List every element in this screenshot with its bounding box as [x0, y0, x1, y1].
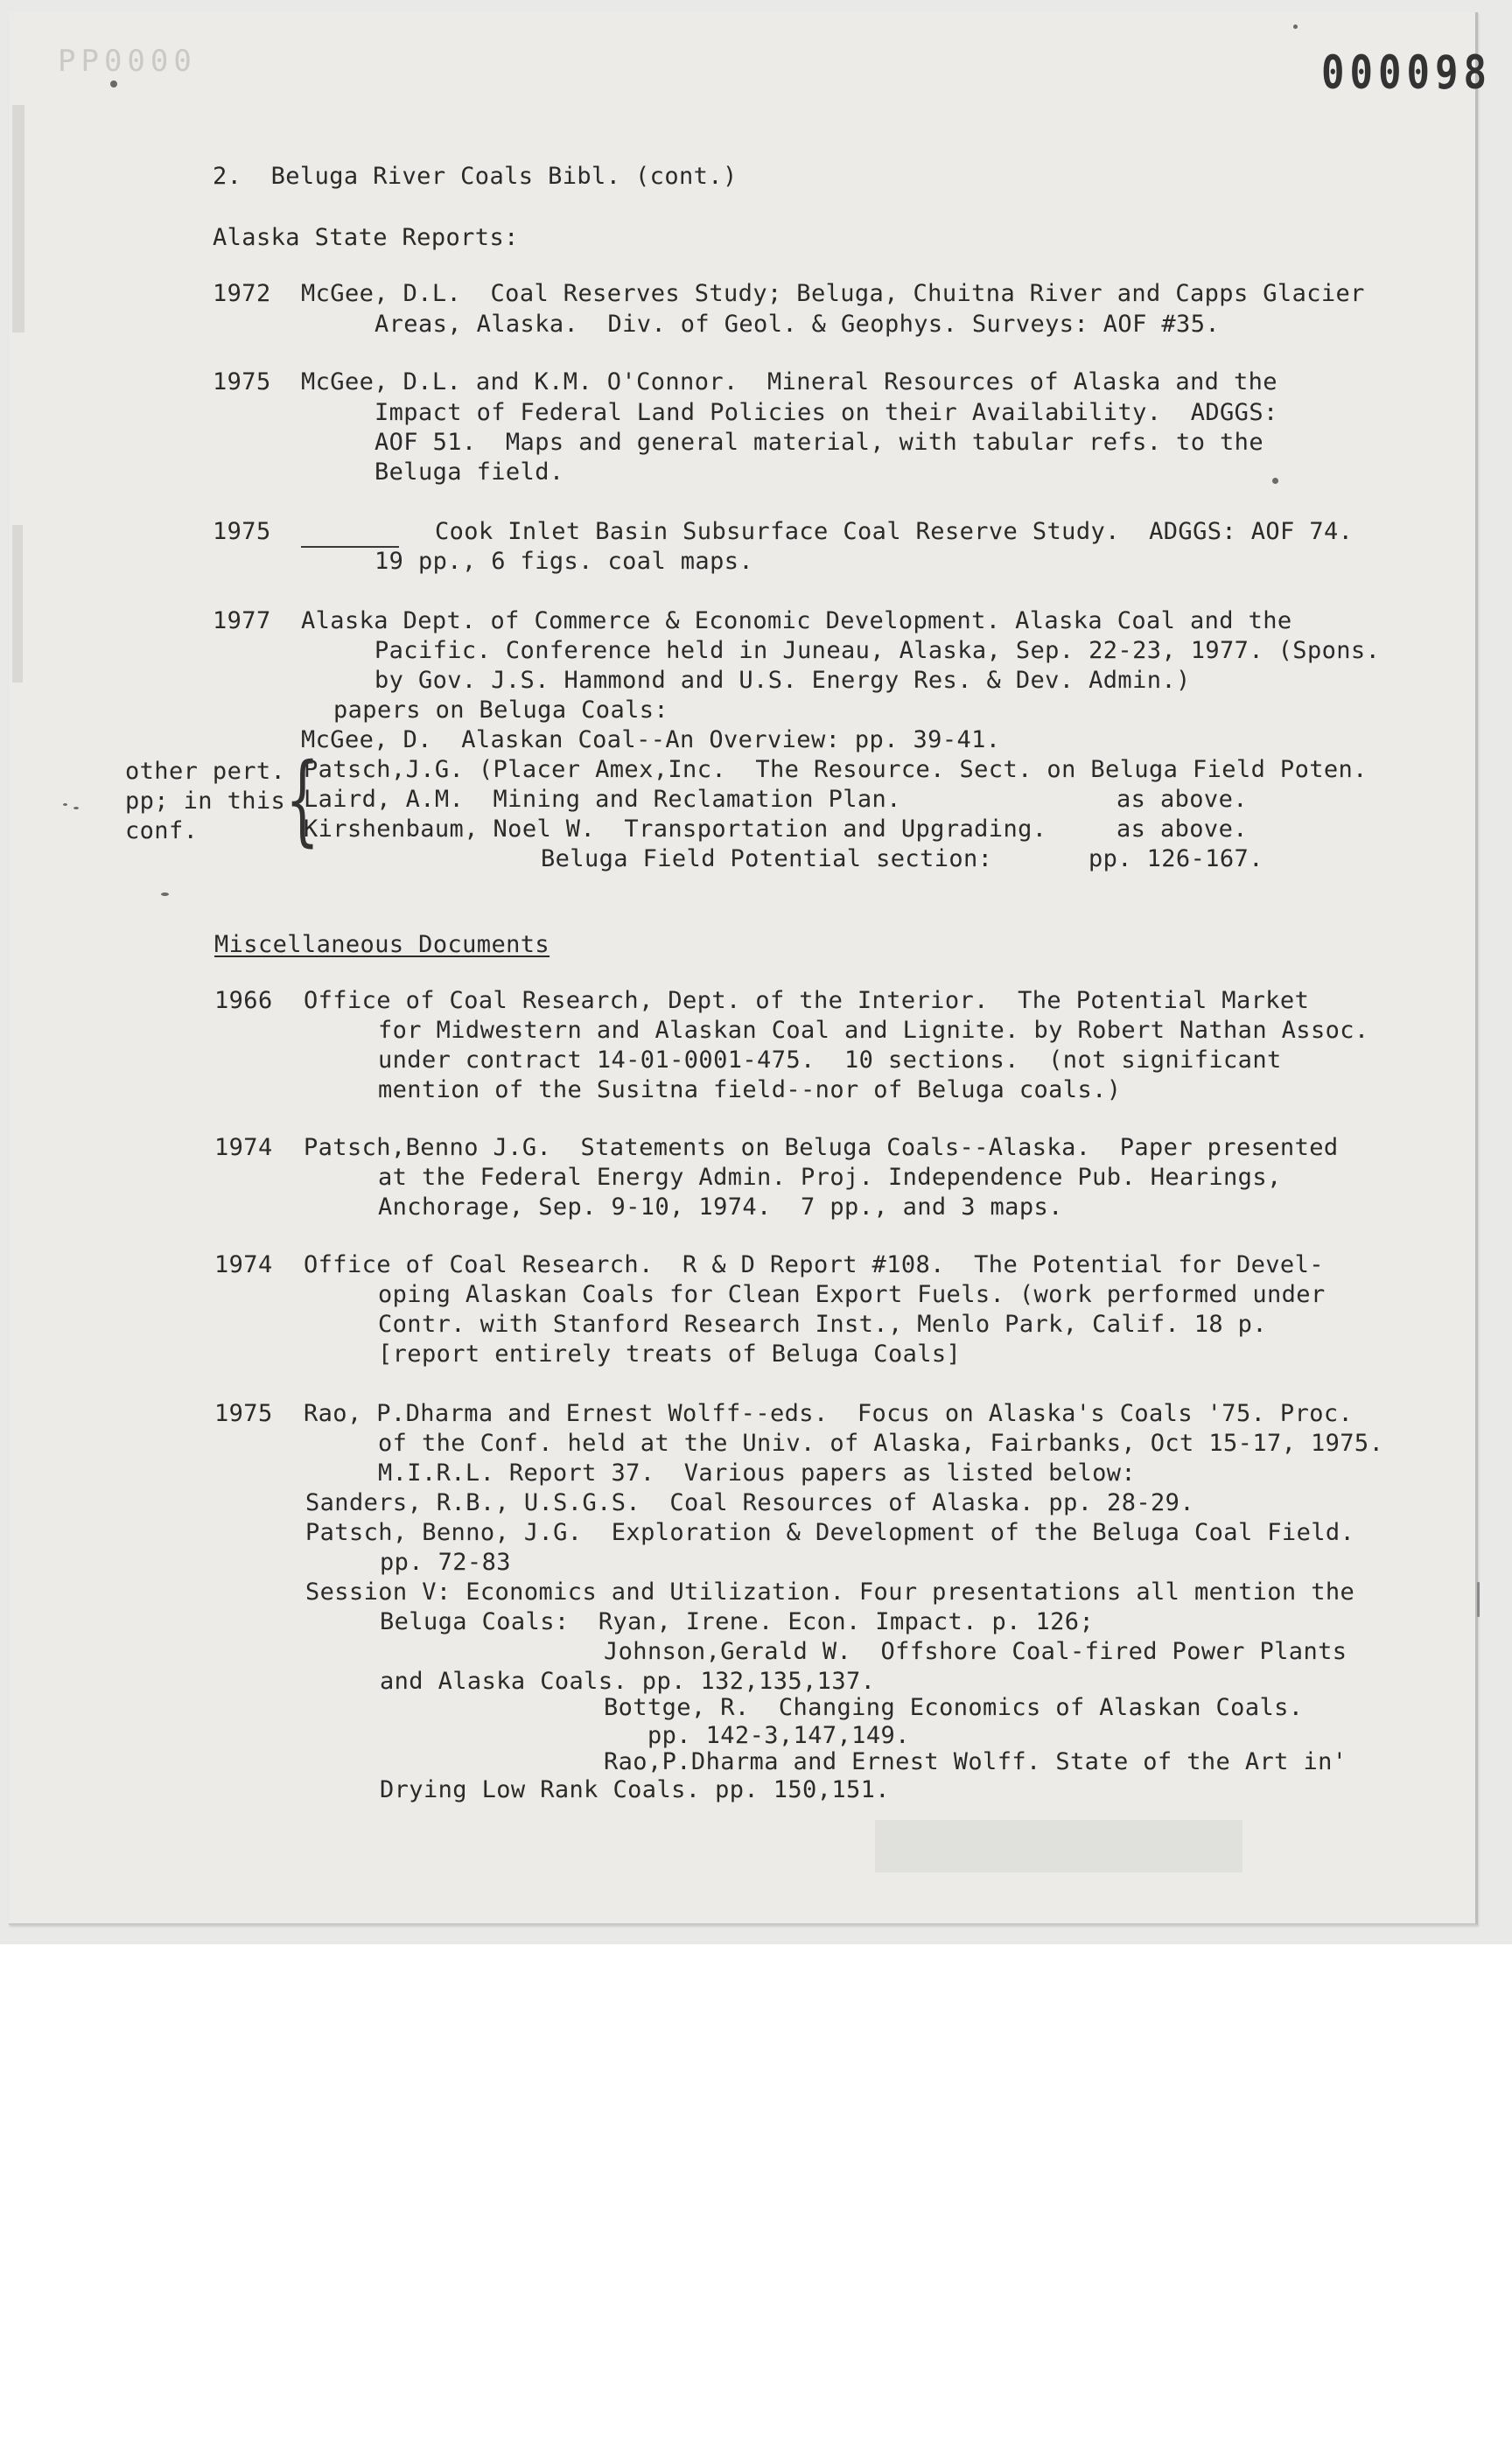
entry-line: Session V: Economics and Utilization. Four presentations all mention the [305, 1578, 1355, 1606]
entry-line: Impact of Federal Land Policies on their Availability. ADGGS: [374, 399, 1278, 426]
entry-line: Areas, Alaska. Div. of Geol. & Geophys. Surveys: AOF #35. [374, 311, 1221, 338]
entry-line: McGee, D. Alaskan Coal--An Overview: pp. 39-41. [301, 726, 1001, 753]
margin-note-line: conf. [125, 817, 199, 844]
entry-line: pp. 72-83 [380, 1549, 511, 1576]
entry-line: for Midwestern and Alaskan Coal and Lignite. by Robert Nathan Assoc. [378, 1017, 1369, 1044]
page-heading: 2. Beluga River Coals Bibl. (cont.) [213, 163, 738, 190]
entry-line: pp. 142-3,147,149. [648, 1722, 910, 1749]
entry-line: Office of Coal Research. R & D Report #108. The Potential for Devel- [304, 1251, 1324, 1278]
scan-edge-grain [12, 525, 23, 682]
entry-line: of the Conf. held at the Univ. of Alaska, Fairbanks, Oct 15-17, 1975. [378, 1430, 1384, 1457]
entry-line: papers on Beluga Coals: [333, 696, 669, 724]
entry-line: oping Alaskan Coals for Clean Export Fuels. (work performed under [378, 1281, 1326, 1308]
scan-edge-mark [1477, 1582, 1480, 1617]
scan-speck [74, 807, 79, 809]
entry-line: Laird, A.M. Mining and Reclamation Plan. [304, 786, 901, 813]
page-range: pp. 126-167. [1088, 845, 1264, 872]
page-number-stamp: 000098 [1321, 46, 1492, 101]
entry-line: Bottge, R. Changing Economics of Alaskan Coals. [604, 1694, 1304, 1721]
entry-year: 1975 [213, 368, 271, 396]
section-heading-state-reports: Alaska State Reports: [213, 224, 519, 251]
entry-line: Rao,P.Dharma and Ernest Wolff. State of the Art in' [604, 1748, 1348, 1775]
ditto-note: as above. [1116, 786, 1248, 813]
entry-line: mention of the Susitna field--nor of Beluga coals.) [378, 1076, 1122, 1103]
scan-speck [1272, 478, 1278, 484]
scan-grain-patch [875, 1820, 1242, 1872]
entry-line: Patsch, Benno, J.G. Exploration & Development of the Beluga Coal Field. [305, 1519, 1355, 1546]
entry-line: M.I.R.L. Report 37. Various papers as listed below: [378, 1460, 1137, 1487]
entry-line: Cook Inlet Basin Subsurface Coal Reserve Study. ADGGS: AOF 74. [435, 518, 1354, 545]
entry-line: Beluga Field Potential section: [541, 845, 993, 872]
entry-line: Office of Coal Research, Dept. of the Interior. The Potential Market [304, 987, 1310, 1014]
entry-line: McGee, D.L. Coal Reserves Study; Beluga, Chuitna River and Capps Glacier [301, 280, 1365, 307]
entry-line: AOF 51. Maps and general material, with tabular refs. to the [374, 429, 1264, 456]
entry-line: Beluga Coals: Ryan, Irene. Econ. Impact. p. 126; [380, 1608, 1095, 1635]
scan-speck [161, 892, 169, 896]
margin-note-line: pp; in this [125, 788, 286, 815]
entry-year: 1972 [213, 280, 271, 307]
entry-line: Drying Low Rank Coals. pp. 150,151. [380, 1776, 890, 1803]
entry-line: [report entirely treats of Beluga Coals] [378, 1340, 962, 1368]
entry-line: McGee, D.L. and K.M. O'Connor. Mineral Resources of Alaska and the [301, 368, 1278, 396]
scan-edge-grain [12, 105, 24, 332]
entry-line: Patsch,Benno J.G. Statements on Beluga Coals--Alaska. Paper presented [304, 1134, 1339, 1161]
section-heading-misc: Miscellaneous Documents [214, 931, 550, 958]
entry-line: Johnson,Gerald W. Offshore Coal-fired Power Plants [604, 1638, 1348, 1665]
scan-speck [110, 80, 117, 88]
entry-line: Sanders, R.B., U.S.G.S. Coal Resources of Alaska. pp. 28-29. [305, 1489, 1194, 1516]
scan-speck [1293, 24, 1298, 29]
entry-year: 1975 [214, 1400, 273, 1427]
entry-line: and Alaska Coals. pp. 132,135,137. [380, 1668, 876, 1695]
ditto-note: as above. [1116, 816, 1248, 843]
entry-year: 1975 [213, 518, 271, 545]
entry-line: Contr. with Stanford Research Inst., Menlo Park, Calif. 18 p. [378, 1311, 1267, 1338]
entry-year: 1974 [214, 1134, 273, 1161]
entry-line: Anchorage, Sep. 9-10, 1974. 7 pp., and 3 maps. [378, 1194, 1063, 1221]
entry-year: 1966 [214, 987, 273, 1014]
scan-speck [63, 803, 67, 806]
faded-stamp: PP0000 [58, 44, 197, 79]
margin-note-line: other pert. [125, 758, 286, 785]
entry-line: Kirshenbaum, Noel W. Transportation and Upgrading. [304, 816, 1047, 843]
entry-line: Alaska Dept. of Commerce & Economic Development. Alaska Coal and the [301, 607, 1292, 634]
entry-line: by Gov. J.S. Hammond and U.S. Energy Res. & Dev. Admin.) [374, 667, 1191, 694]
entry-line: Rao, P.Dharma and Ernest Wolff--eds. Focus on Alaska's Coals '75. Proc. [304, 1400, 1354, 1427]
curly-brace-mark: { [285, 743, 320, 857]
entry-line: Patsch,J.G. (Placer Amex,Inc. The Resource. Sect. on Beluga Field Poten. [304, 756, 1368, 783]
entry-line: Pacific. Conference held in Juneau, Alaska, Sep. 22-23, 1977. (Spons. [374, 637, 1381, 664]
entry-year: 1977 [213, 607, 271, 634]
entry-year: 1974 [214, 1251, 273, 1278]
entry-line: 19 pp., 6 figs. coal maps. [374, 548, 754, 575]
entry-line: at the Federal Energy Admin. Proj. Independence Pub. Hearings, [378, 1164, 1282, 1191]
entry-line: under contract 14-01-0001-475. 10 sections. (not significant [378, 1046, 1282, 1074]
entry-line: Beluga field. [374, 458, 564, 486]
